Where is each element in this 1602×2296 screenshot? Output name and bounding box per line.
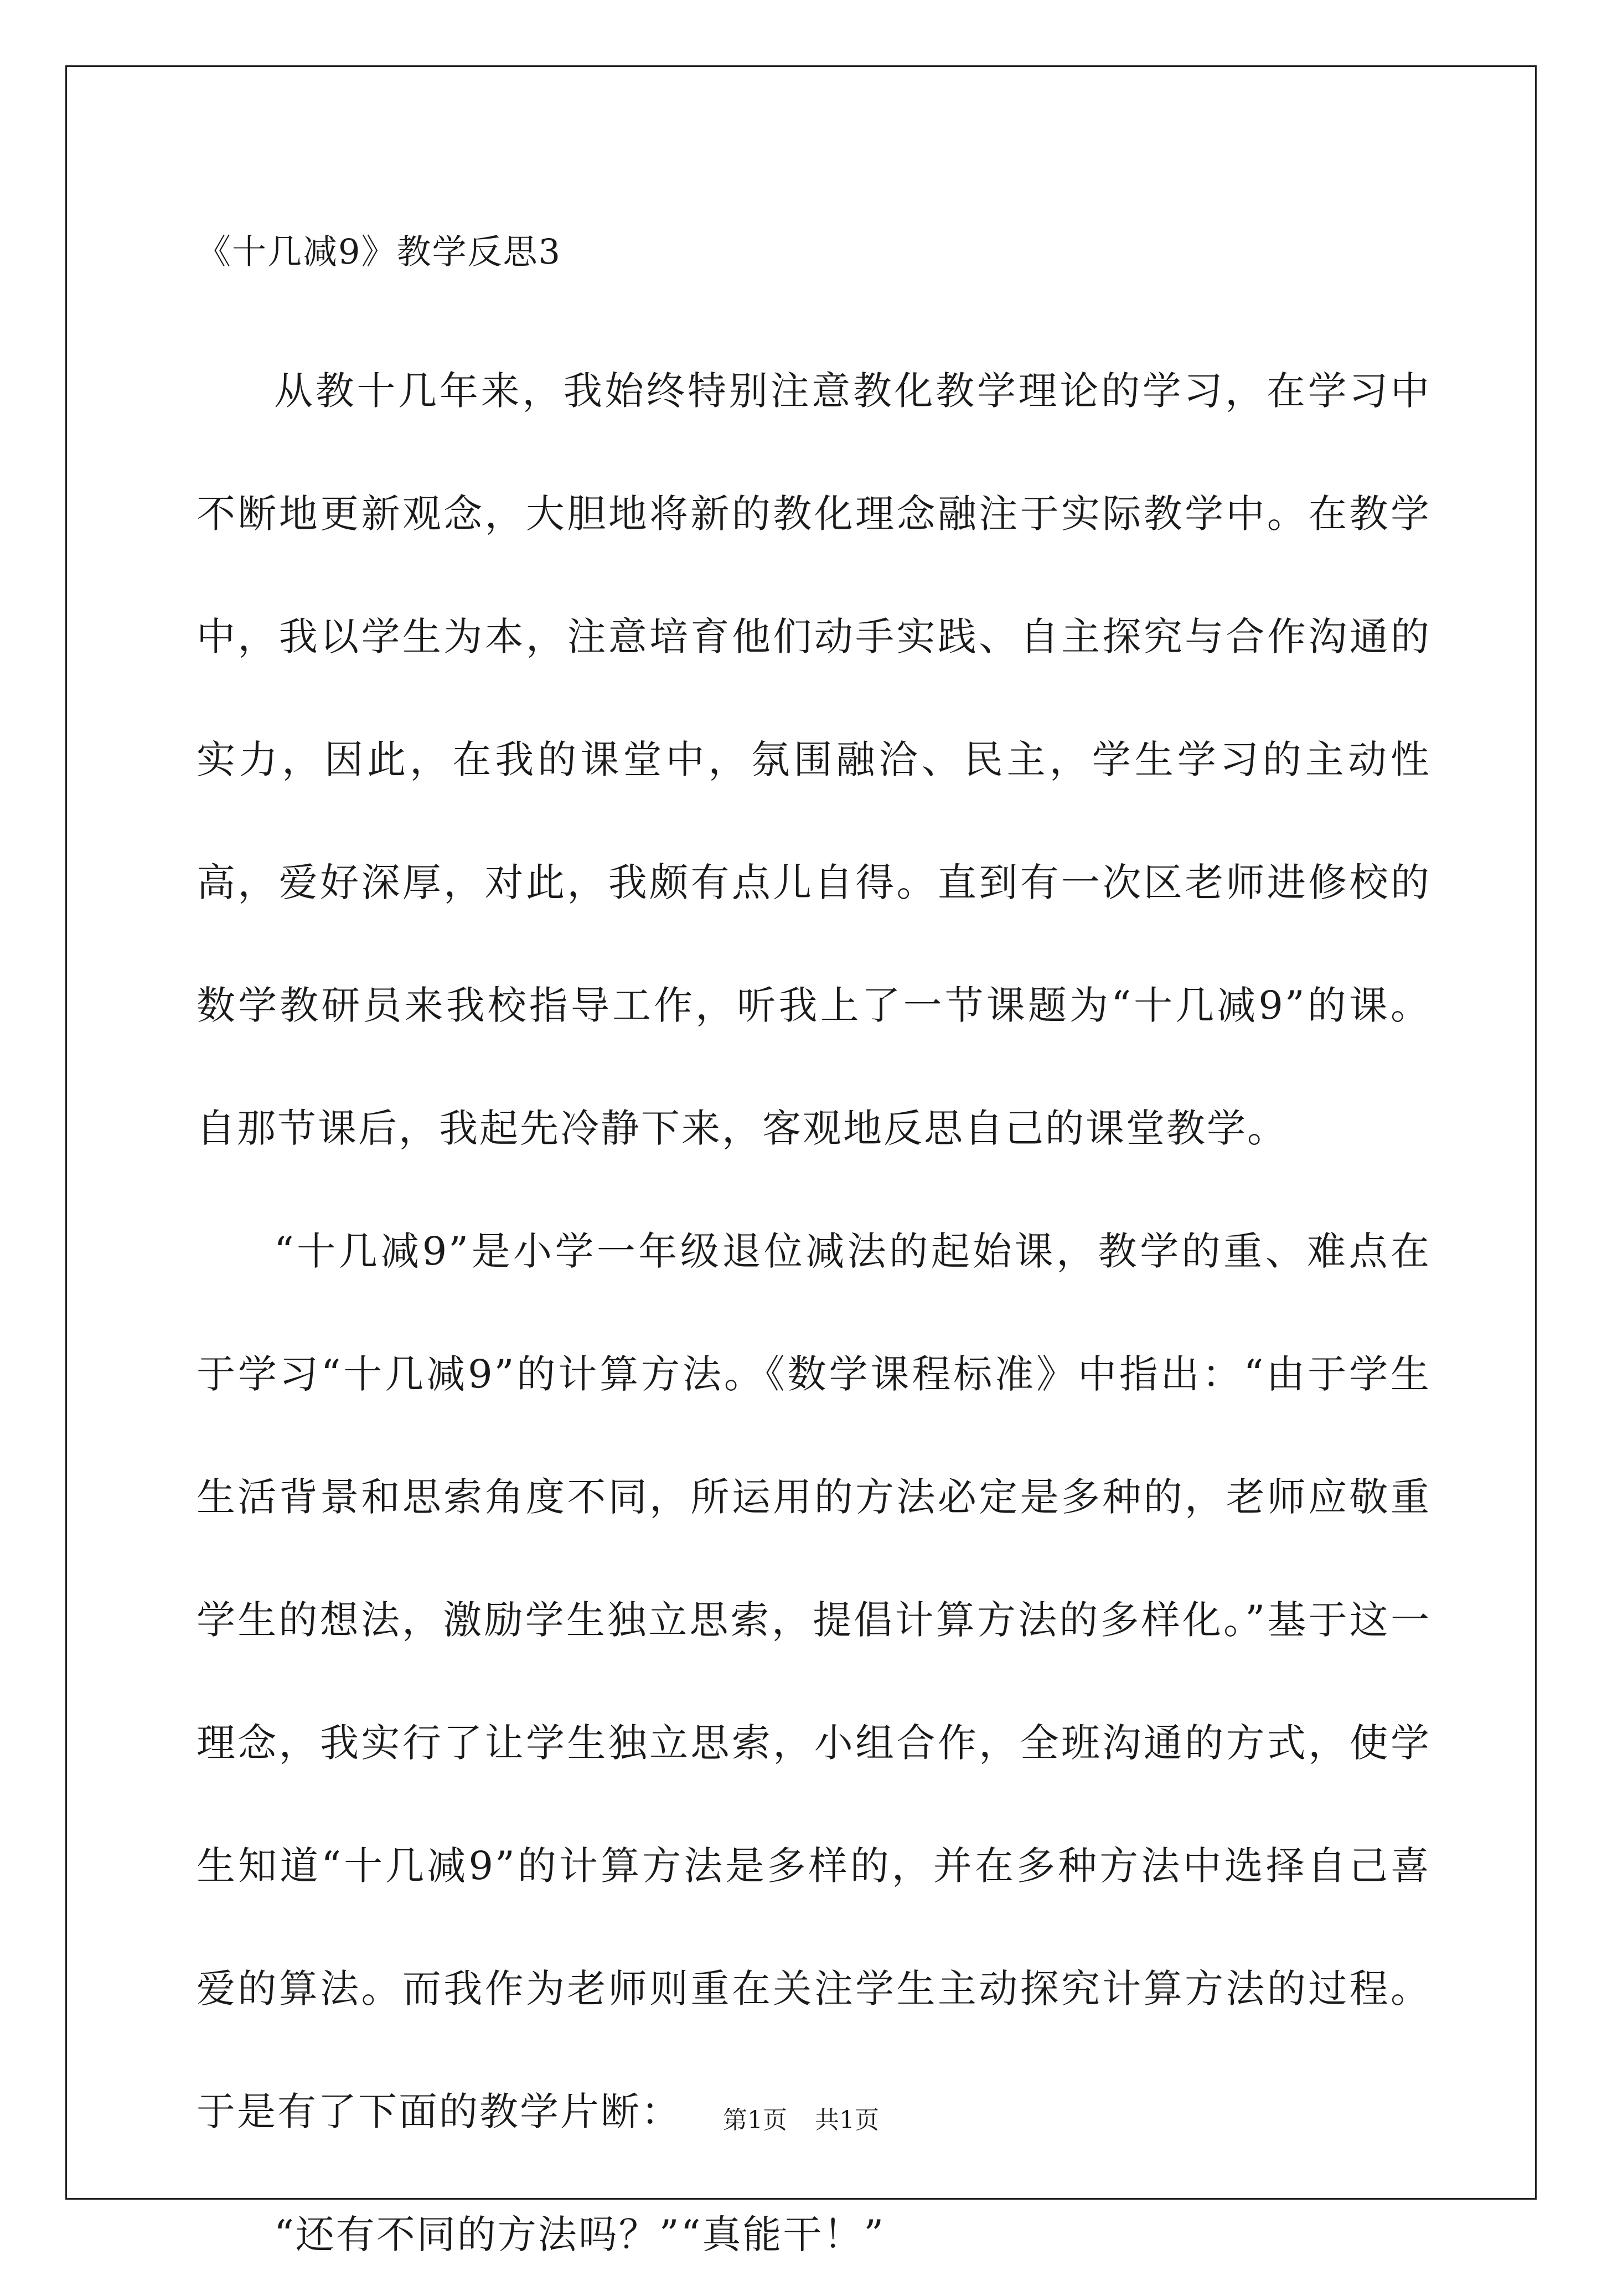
page-footer — [0, 2104, 1602, 2137]
document-title: 《十几减9》教学反思3 — [197, 231, 561, 272]
page-total: 共1页 — [815, 2106, 879, 2134]
paragraph-1: 从教十几年来，我始终特别注意教化教学理论的学习，在学习中不断地更新观念，大胆地将新的教化理念融注于实际教学中。在教学中，我以学生为本，注意培育他们动手实践、自主探究与合作沟通的实力，因此，在我的课堂中，氛围融洽、民主，学生学习的主动性高，爱好深厚，对此，我颇有点儿自得。直到有一次区老师进修校的数学教研员来我校指导工作，听我上了一节课题为“十几减9”的课。自那节课后，我起先冷静下来，客观地反思自己的课堂教学。 — [197, 368, 1431, 1151]
paragraph-3: “还有不同的方法吗？”“真能干！” — [274, 2212, 886, 2257]
page-number: 第1页 — [723, 2106, 787, 2134]
document-body — [197, 219, 1431, 2296]
paragraph-2: “十几减9”是小学一年级退位减法的起始课，教学的重、难点在于学习“十几减9”的计算方法。《数学课程标准》中指出：“由于学生生活背景和思索角度不同，所运用的方法必定是多种的，老师应敬重学生的想法，激励学生独立思索，提倡计算方法的多样化。”基于这一理念，我实行了让学生独立思索，小组合作，全班沟通的方式，使学生知道“十几减9”的计算方法是多样的，并在多种方法中选择自己喜爱的算法。而我作为老师则重在关注学生主动探究计算方法的过程。于是有了下面的教学片断： — [197, 1229, 1431, 2134]
title-spacer — [197, 285, 1431, 329]
